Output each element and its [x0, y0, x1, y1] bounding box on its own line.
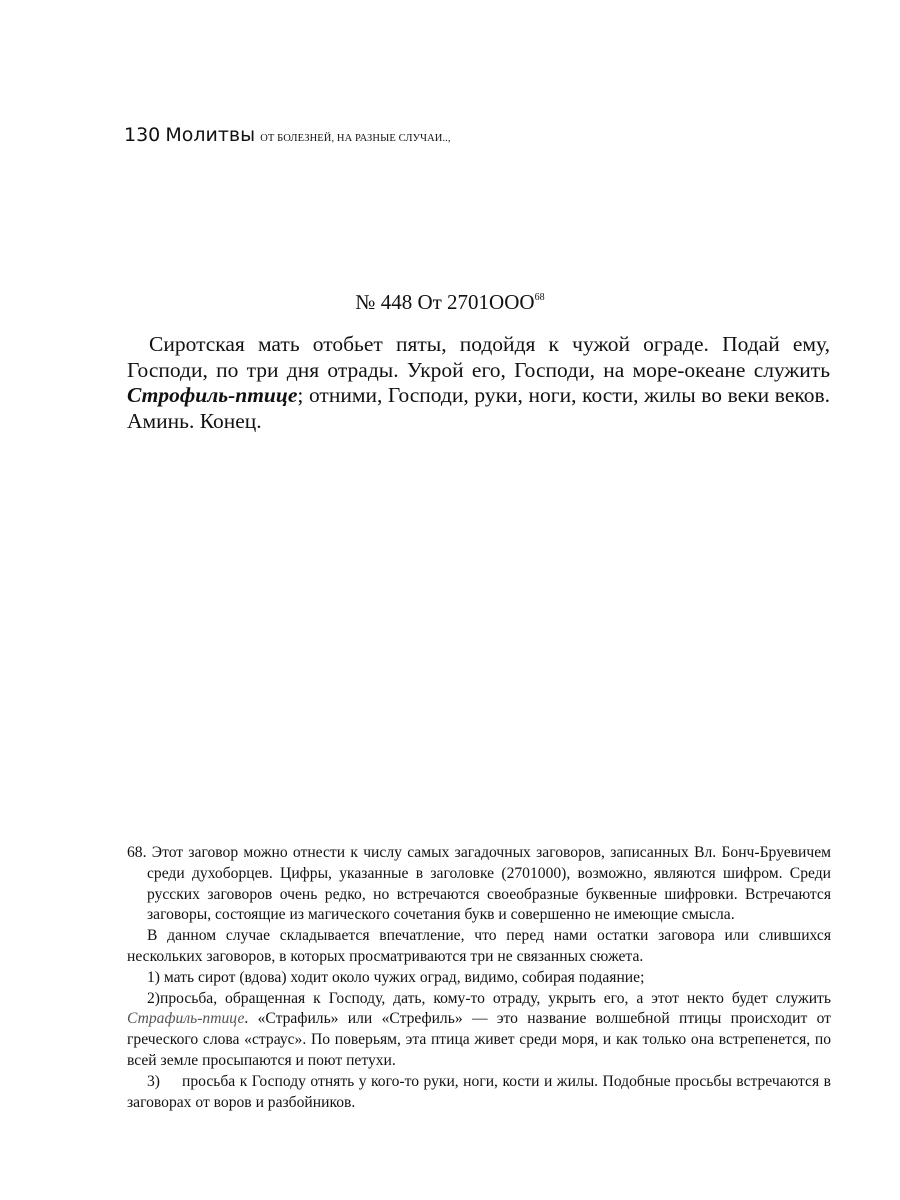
page-number: 130 [124, 124, 161, 146]
footnote-item3-number: 3) [147, 1072, 160, 1090]
footnote-paragraph-2: В данном случае складывается впечатление, что перед нами остатки заговора или слившихся нескольких заговоров, в которых просматриваются три не связанных сюжета. [127, 927, 831, 965]
entry-text-part2: ; отними, Господи, руки, ноги, кости, жилы во веки веков. Аминь. Конец. [127, 383, 830, 433]
running-title-rest: ОТ БОЛЕЗНЕЙ, НА РАЗНЫЕ СЛУЧАИ.., [260, 133, 451, 144]
footnote-item-2 [127, 989, 831, 1072]
footnote-number: 68. [127, 844, 147, 861]
entry-body-text [127, 332, 830, 434]
entry-text-part1: Сиротская мать отобьет пяты, подойдя к чужой ограде. Подай ему, Господи, по три дня отрады. Укрой его, Господи, на море-океане служить [127, 332, 830, 382]
footnote-item2-start: 2)просьба, обращенная к Господу, дать, кому-то отраду, укрыть его, а этот некто будет служить [147, 989, 831, 1007]
footnote [127, 843, 831, 1113]
entry-title-text: № 448 От 2701ООО [355, 290, 535, 314]
entry-title [0, 290, 900, 315]
running-title-word: Молитвы [165, 124, 256, 146]
footnote-item2-term: Страфиль-птице [127, 1010, 245, 1028]
running-header [124, 124, 451, 146]
footnote-item2-end: . «Страфиль» или «Стрефиль» — это название волшебной птицы происходит от греческого слова «страус». По поверьям, эта птица живет среди моря, и как только она встрепенется, по всей земле просыпаются и поют петухи. [127, 1010, 831, 1069]
footnote-paragraph-1 [127, 843, 831, 926]
footnote-reference[interactable]: 68 [534, 292, 545, 303]
footnote-item3-text: просьба к Господу отнять у кого-то руки, ноги, кости и жилы. Подобные просьбы встречаются в заговорах от воров и разбойников. [127, 1072, 831, 1111]
footnote-item-3 [127, 1072, 831, 1114]
footnote-item-1: 1) мать сирот (вдова) ходит около чужих оград, видимо, собирая подаяние; [147, 968, 645, 986]
entry-emphasized-term: Строфиль-птице [127, 383, 298, 407]
footnote-para1-text: Этот заговор можно отнести к числу самых загадочных заговоров, записанных Вл. Бонч-Бруевичем среди духоборцев. Цифры, указанные в заголовке (2701000), возможно, являются шифром. Среди русских заговоров очень редко, но встречаются своеобразные буквенные шифровки. Встречаются заговоры, состоящие из магического сочетания букв и совершенно не имеющие смысла. [147, 844, 831, 924]
